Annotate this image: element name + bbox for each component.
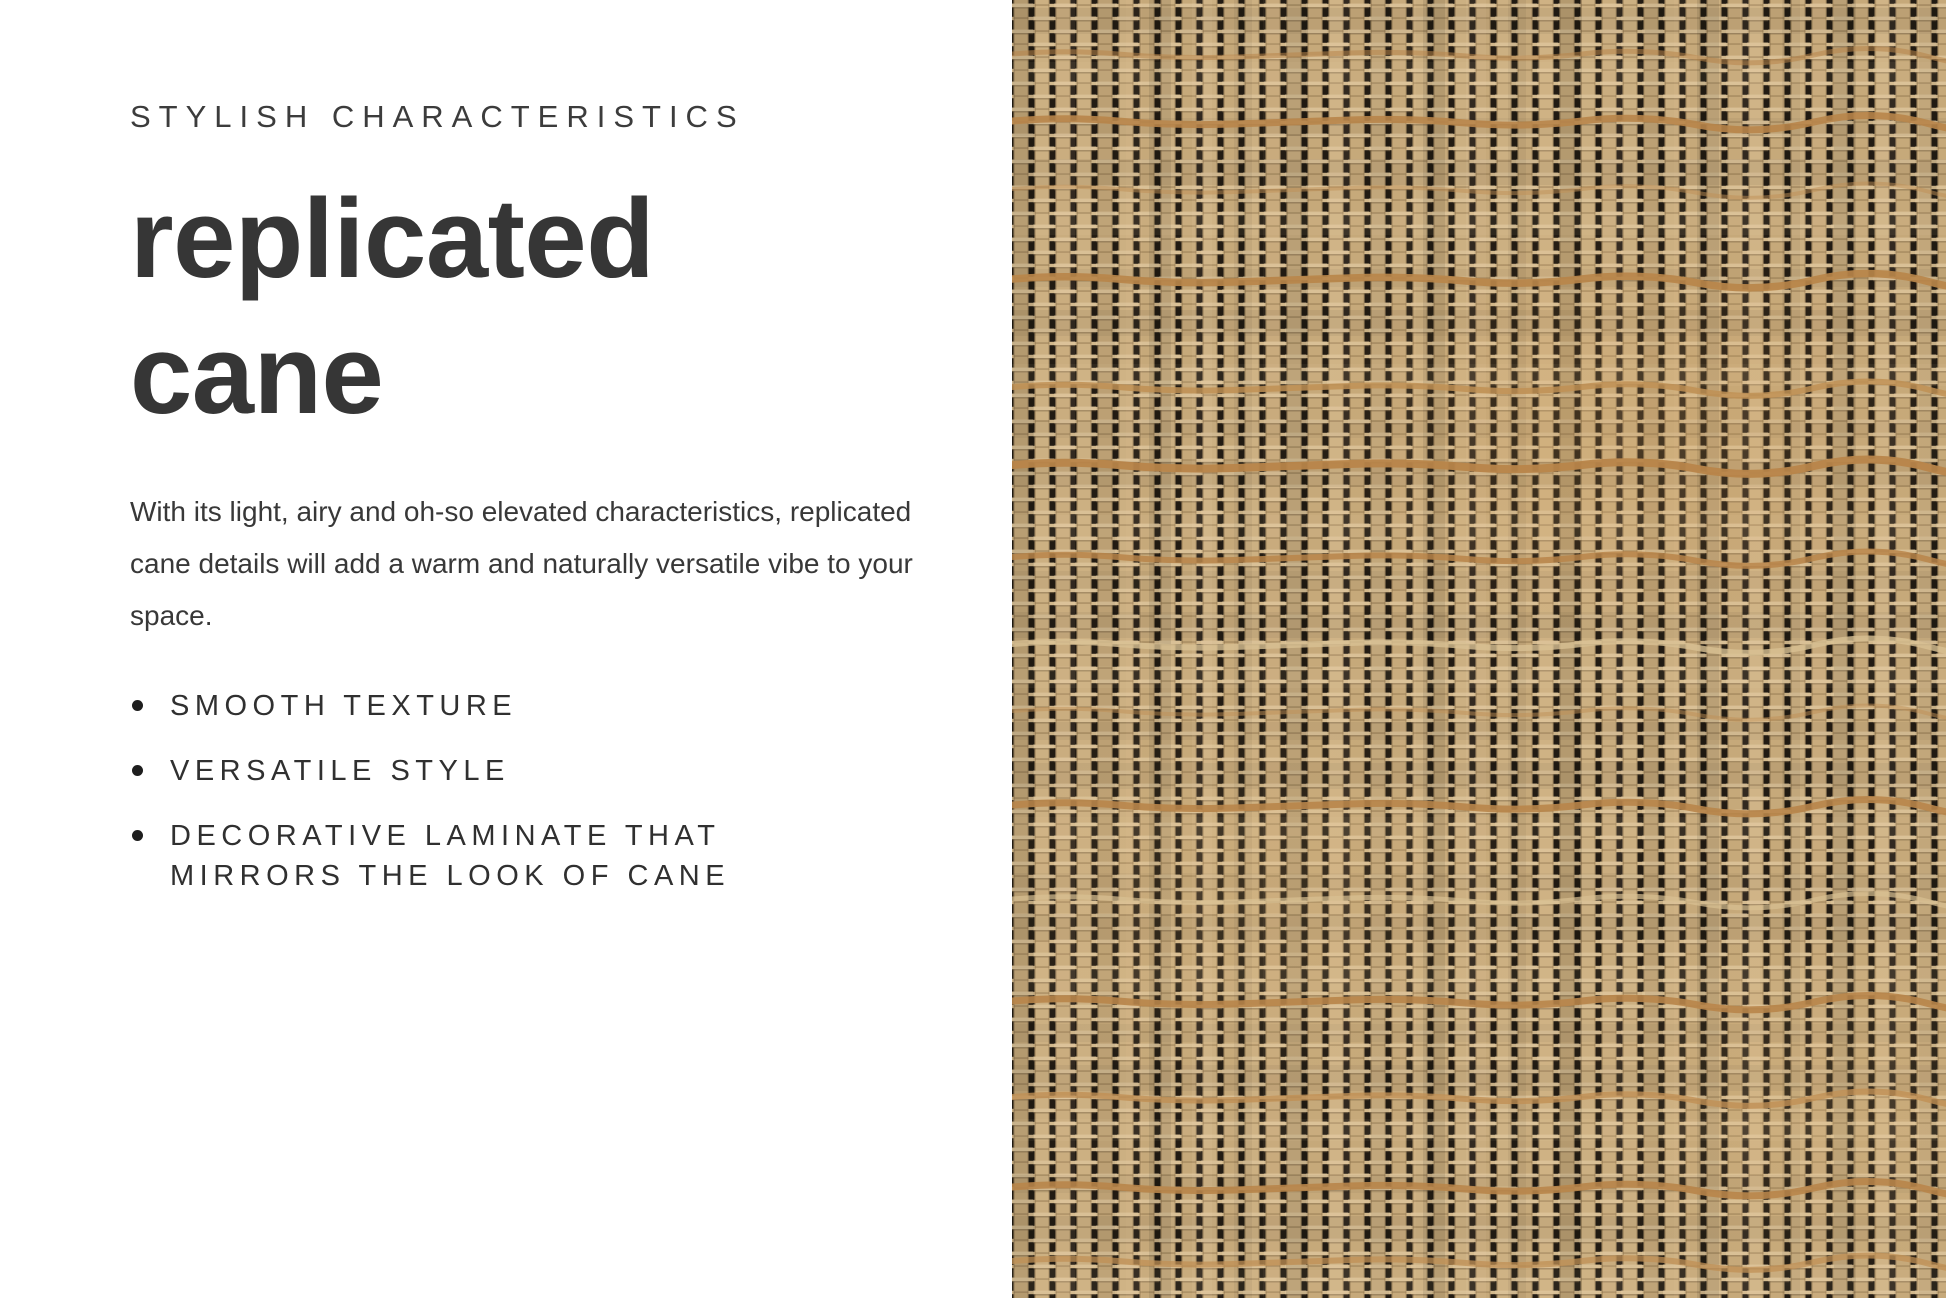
list-item-label: DECORATIVE LAMINATE THAT MIRRORS THE LOOK OF CANE (170, 820, 731, 893)
section-eyebrow: STYLISH CHARACTERISTICS (130, 99, 745, 134)
list-item-versatile-style (130, 751, 790, 791)
bullet-icon (132, 765, 143, 776)
page-title: replicated cane (130, 176, 655, 437)
cane-texture-image (1012, 0, 1946, 1298)
list-item-label: VERSATILE STYLE (170, 755, 510, 788)
list-item-label: SMOOTH TEXTURE (170, 690, 518, 723)
description-text: With its light, airy and oh-so elevated characteristics, replicated cane details will add a warm and naturally versatile vibe to your space. (130, 496, 913, 632)
cane-weave-svg (1012, 0, 1946, 1298)
bullet-icon (132, 700, 143, 711)
list-item-decorative-laminate (130, 816, 790, 896)
feature-list (130, 686, 790, 896)
list-item-smooth-texture (130, 686, 790, 726)
bullet-icon (132, 830, 143, 841)
